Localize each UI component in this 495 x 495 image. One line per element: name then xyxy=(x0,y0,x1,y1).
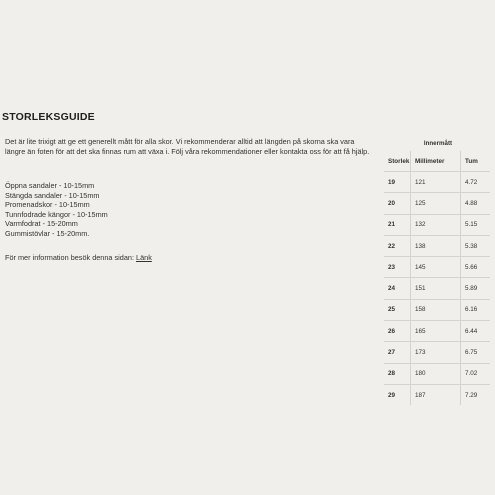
cell-millimeter: 145 xyxy=(411,257,461,278)
cell-millimeter: 158 xyxy=(411,299,461,320)
page-title: STORLEKSGUIDE xyxy=(2,111,95,123)
cell-size: 24 xyxy=(384,278,411,299)
header-inch: Tum xyxy=(461,151,491,172)
cell-size: 20 xyxy=(384,193,411,214)
table-row xyxy=(384,193,490,214)
cell-millimeter: 151 xyxy=(411,278,461,299)
cell-inch: 5.15 xyxy=(461,214,491,235)
cell-size: 29 xyxy=(388,391,396,399)
cell-size: 23 xyxy=(384,257,411,278)
cell-inch: 6.44 xyxy=(461,321,491,342)
list-item: Varmfodrat - 15-20mm xyxy=(5,219,78,229)
table-row xyxy=(384,278,490,299)
cell-size: 25 xyxy=(384,299,411,320)
more-info-link[interactable]: Länk xyxy=(136,253,152,262)
list-item: Tunnfodrade kängor - 10-15mm xyxy=(5,209,108,219)
cell-millimeter: 187 xyxy=(411,384,461,405)
more-info-text: För mer information besök denna sidan: xyxy=(5,253,137,262)
cell-inch: 7.02 xyxy=(461,363,491,384)
cell-inch: 5.89 xyxy=(461,278,491,299)
cell-size: 19 xyxy=(384,172,411,193)
table-row xyxy=(384,384,490,405)
cell-inch: 7.29 xyxy=(461,384,491,405)
cell-inch: 4.88 xyxy=(461,193,491,214)
table-header-row xyxy=(384,151,490,172)
list-item: Promenadskor - 10-15mm xyxy=(5,200,90,210)
table-row xyxy=(384,342,490,363)
cell-inch: 4.72 xyxy=(461,172,491,193)
cell-size: 27 xyxy=(384,342,411,363)
cell-millimeter: 180 xyxy=(411,363,461,384)
cell-millimeter: 132 xyxy=(411,214,461,235)
table-caption: Innermått xyxy=(423,140,453,147)
cell-millimeter: 138 xyxy=(411,235,461,256)
cell-millimeter: 165 xyxy=(411,321,461,342)
more-info-line xyxy=(5,253,152,263)
cell-size: 22 xyxy=(384,235,411,256)
table-row xyxy=(384,235,490,256)
table-row xyxy=(384,321,490,342)
list-item: Gummistövlar - 15-20mm. xyxy=(5,228,90,238)
intro-text: Det är lite trixigt att ge ett generellt mått för alla skor. Vi rekommenderar alltid att längden på skorna ska vara längre än foten för att det ska finnas rum att växa i. Följ våra rekommendationer eller kontakta oss för att få hjälp. xyxy=(5,137,370,157)
list-item: Öppna sandaler - 10-15mm xyxy=(5,181,95,190)
cell-inch: 5.38 xyxy=(461,235,491,256)
table-row xyxy=(384,363,490,384)
table-row xyxy=(384,172,490,193)
cell-size: 26 xyxy=(384,321,411,342)
header-millimeter: Millimeter xyxy=(411,151,461,172)
cell-size: 28 xyxy=(384,363,411,384)
list-item: Stängda sandaler - 10-15mm xyxy=(5,190,100,200)
cell-millimeter: 125 xyxy=(411,193,461,214)
cell-inch: 5.66 xyxy=(461,257,491,278)
cell-size: 21 xyxy=(384,214,411,235)
fit-recommendations-list xyxy=(5,181,108,239)
table-row xyxy=(384,257,490,278)
table-row xyxy=(384,214,490,235)
cell-inch: 6.75 xyxy=(461,342,491,363)
header-size: Storlek xyxy=(384,151,411,172)
cell-millimeter: 173 xyxy=(411,342,461,363)
cell-inch: 6.16 xyxy=(461,299,491,320)
size-table xyxy=(384,151,490,405)
table-row xyxy=(384,299,490,320)
cell-millimeter: 121 xyxy=(411,172,461,193)
